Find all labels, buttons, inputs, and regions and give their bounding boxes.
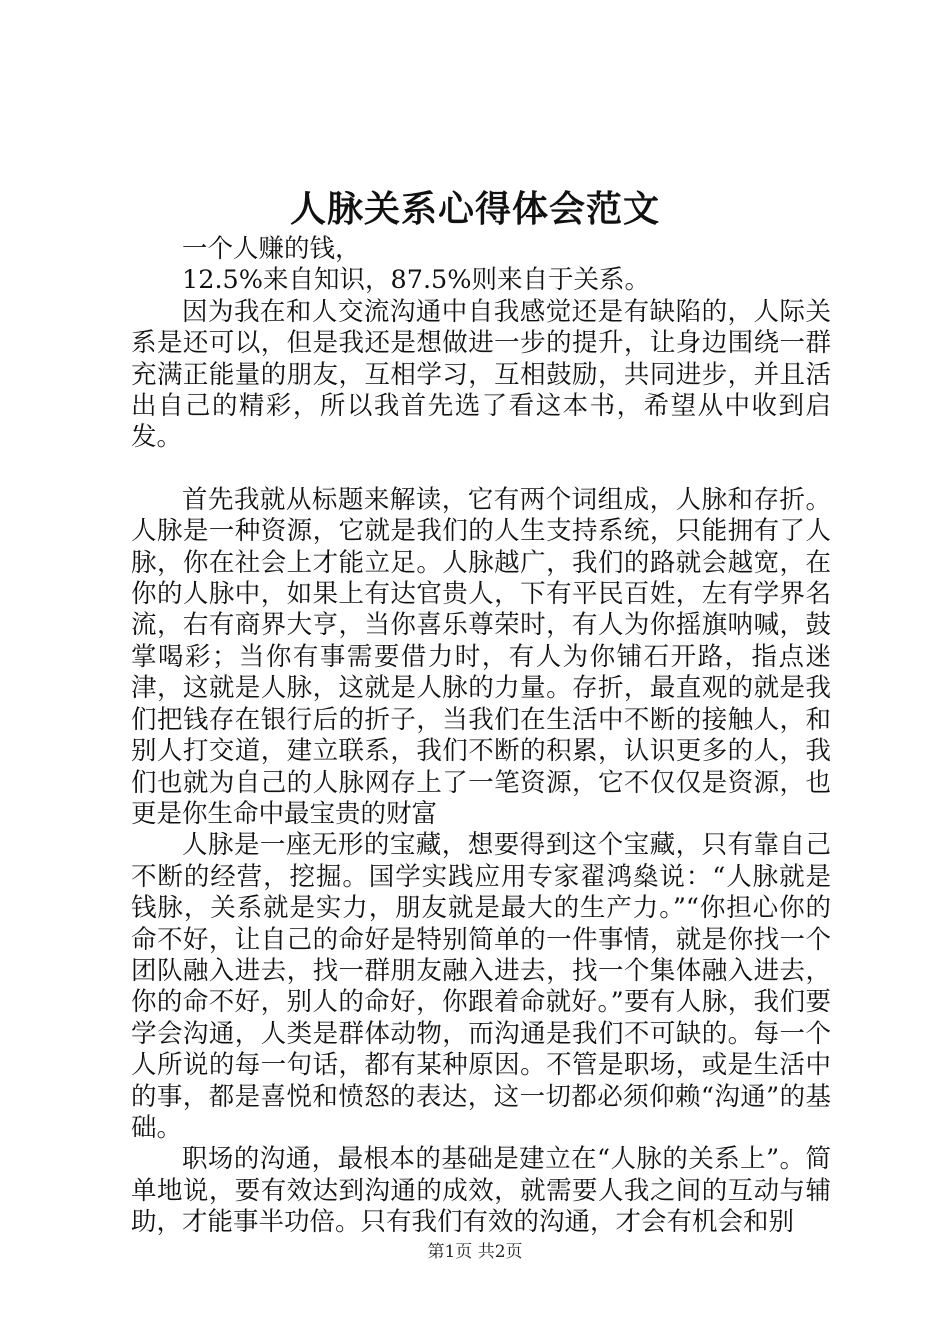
paragraph-4: 首先我就从标题来解读，它有两个词组成，人脉和存折。人脉是一种资源，它就是我们的人生支持系统，只能拥有了人脉，你在社会上才能立足。人脉越广，我们的路就会越宽，在你的人脉中，如果上有达官贵人，下有平民百姓，左有学界名流，右有商界大亨，当你喜乐尊荣时，有人为你摇旗呐喊，鼓掌喝彩；当你有事需要借力时，有人为你铺石开路，指点迷津，这就是人脉，这就是人脉的力量。存折，最直观的就是我们把钱存在银行后的折子，当我们在生活中不断的接触人，和别人打交道，建立联系，我们不断的积累，认识更多的人，我们也就为自己的人脉网存上了一笔资源，它不仅仅是资源，也更是你生命中最宝贵的财富	[131, 484, 831, 829]
paragraph-3: 因为我在和人交流沟通中自我感觉还是有缺陷的，人际关系是还可以，但是我还是想做进一步的提升，让身边围绕一群充满正能量的朋友，互相学习，互相鼓励，共同进步，并且活出自己的精彩，所以我首先选了看这本书，希望从中收到启发。	[131, 296, 831, 453]
document-body	[131, 234, 831, 1239]
paragraph-5: 人脉是一座无形的宝藏，想要得到这个宝藏，只有靠自己不断的经营，挖掘。国学实践应用专家翟鸿燊说：“人脉就是钱脉，关系就是实力，朋友就是最大的生产力。”“你担心你的命不好，让自己的命好是特别简单的一件事情，就是你找一个团队融入进去，找一群朋友融入进去，找一个集体融入进去，你的命不好，别人的命好，你跟着命就好。”要有人脉，我们要学会沟通，人类是群体动物，而沟通是我们不可缺的。每一个人所说的每一句话，都有某种原因。不管是职场，或是生活中的事，都是喜悦和愤怒的表达，这一切都必须仰赖“沟通”的基础。	[131, 830, 831, 1143]
document-title: 人脉关系心得体会范文	[289, 188, 660, 230]
paragraph-spacer	[131, 454, 831, 485]
paragraph-1: 一个人赚的钱，	[182, 234, 361, 264]
page-footer: 第1页 共2页	[427, 1242, 523, 1262]
paragraph-2: 12.5%来自知识，87.5%则来自于关系。	[182, 265, 651, 296]
paragraph-6: 职场的沟通，最根本的基础是建立在“人脉的关系上”。简单地说，要有效达到沟通的成效，就需要人我之间的互动与辅助，才能事半功倍。只有我们有效的沟通，才会有机会和别	[131, 1144, 831, 1238]
